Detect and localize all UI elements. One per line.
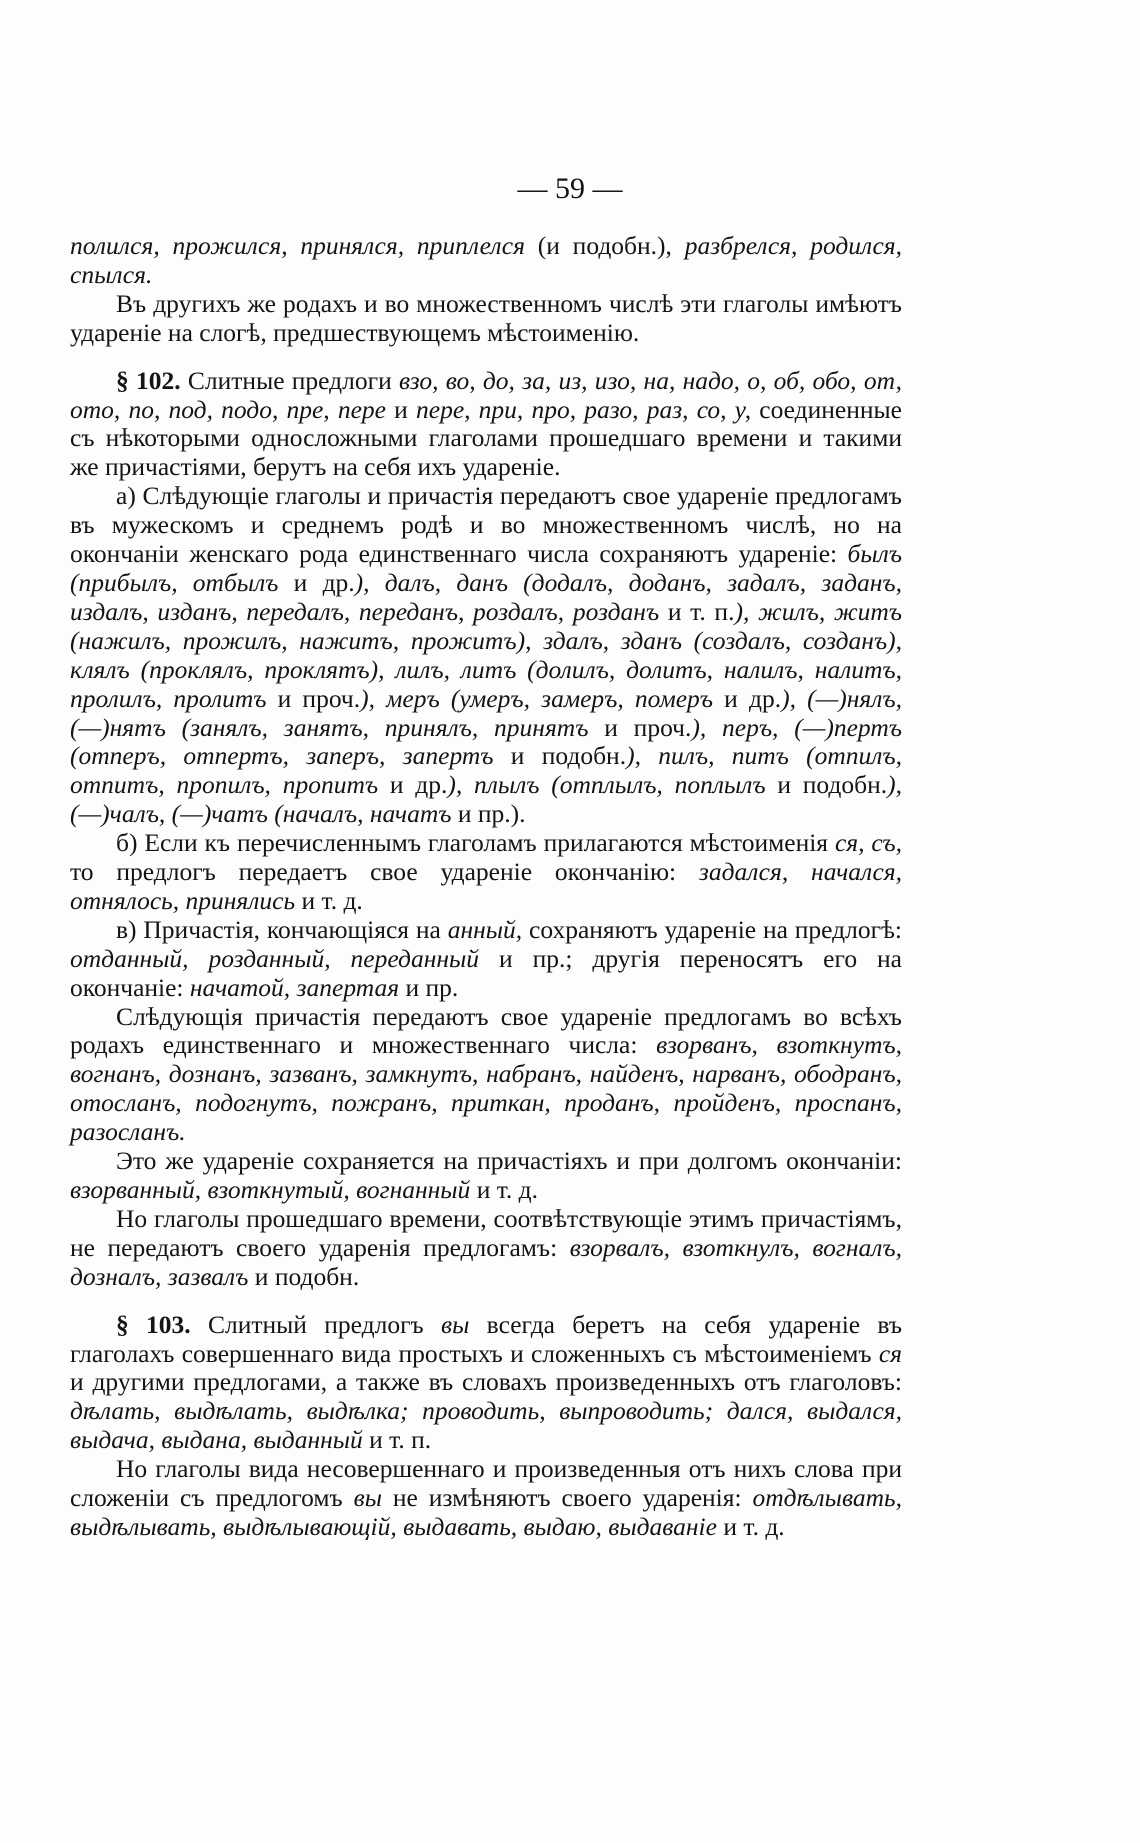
paragraph-participles: Слѣдующія причастія передаютъ свое удареніе предлогамъ во всѣхъ родахъ единственнаго и множественнаго числа: взорванъ, взоткнутъ, вогнанъ, дознанъ, зазванъ, замкнутъ, набранъ, найденъ, нарванъ, ободранъ, отосланъ, подогнутъ, пожранъ, приткан, проданъ, пройденъ, проспанъ, разосланъ. xyxy=(70,1001,902,1147)
section-number: § 103. xyxy=(116,1309,191,1339)
paragraph-continuation: полился, прожился, принялся, приплелся (и подобн.), разбрелся, родился, спылся. xyxy=(70,231,902,289)
section-103: § 103. Слитный предлогъ вы всегда беретъ на себя удареніе въ глаголахъ совершеннаго вида простыхъ и сложенныхъ съ мѣстоименіемъ ся и другими предлогами, а также въ словахъ произведенныхъ отъ глаголовъ: дѣлать, выдѣлать, выдѣлка; проводить, выпроводить; дался, выдался, выдача, выдана, выданный и т. п. xyxy=(70,1309,903,1455)
page-body xyxy=(70,232,902,1542)
paragraph-imperfective: Но глаголы вида несовершеннаго и произведенныя отъ нихъ слова при сложеніи съ предлогомъ вы не измѣняютъ своего ударенія: отдѣлывать, выдѣлывать, выдѣлывающій, выдавать, выдаю, выдаваніе и т. д. xyxy=(70,1454,902,1541)
paragraph-b: б) Если къ перечисленнымъ глаголамъ прилагаются мѣстоименія ся, съ, то предлогъ передаетъ свое удареніе окончанію: задался, начался, отнялось, принялись и т. д. xyxy=(70,828,902,915)
section-number: § 102. xyxy=(116,365,181,395)
paragraph-other-genders: Въ другихъ же родахъ и во множественномъ числѣ эти глаголы имѣютъ удареніе на слогѣ, предшествующемъ мѣстоименію. xyxy=(70,288,902,347)
paragraph-v: в) Причастія, кончающіяся на анный, сохраняютъ удареніе на предлогѣ: отданный, розданный, переданный и пр.; другія переносятъ его на окончаніе: начатой, запертая и пр. xyxy=(70,914,902,1002)
italic-verbs: полился, прожился, принялся, приплелся xyxy=(70,231,525,260)
italic-verbs: разбрелся, родился, спылся. xyxy=(70,231,902,289)
section-102: § 102. Слитные предлоги взо, во, до, за, из, изо, на, надо, о, об, обо, от, ото, по, под, подо, пре, пере и пере, при, про, разо, раз, со, у, соединенные съ нѣкоторыми односложными глаголами прошедшаго времени и такими же причастіями, берутъ на себя ихъ удареніе. xyxy=(70,365,902,482)
paragraph-past-tense: Но глаголы прошедшаго времени, соотвѣтствующіе этимъ причастіямъ, не передаютъ своего ударенія предлогамъ: взорвалъ, взоткнулъ, вогналъ, дозналъ, зазвалъ и подобн. xyxy=(70,1203,902,1291)
paragraph-long-ending: Это же удареніе сохраняется на причастіяхъ и при долгомъ окончаніи: взорванный, взоткнутый, вогнанный и т. д. xyxy=(70,1146,902,1204)
paragraph-a: а) Слѣдующіе глаголы и причастія передаютъ свое удареніе предлогамъ въ мужескомъ и среднемъ родѣ и во множественномъ числѣ, но на окончаніи женскаго рода единственнаго числа сохраняютъ удареніе: былъ (прибылъ, отбылъ и др.), далъ, данъ (додалъ, доданъ, задалъ, заданъ, издалъ, изданъ, передалъ, переданъ, роздалъ, розданъ и т. п.), жилъ, житъ (нажилъ, прожилъ, нажитъ, прожитъ), здалъ, зданъ (создалъ, созданъ), клялъ (проклялъ, проклятъ), лилъ, литъ (долилъ, долитъ, налилъ, налитъ, пролилъ, пролитъ и проч.), меръ (умеръ, замеръ, померъ и др.), (—)нялъ, (—)нятъ (занялъ, занятъ, принялъ, принятъ и проч.), перъ, (—)пертъ (отперъ, отпертъ, заперъ, запертъ и подобн.), пилъ, питъ (отпилъ, отпитъ, пропилъ, пропитъ и др.), плылъ (отплылъ, поплылъ и подобн.), (—)чалъ, (—)чатъ (началъ, начатъ и пр.). xyxy=(70,481,903,829)
page-number: — 59 — xyxy=(517,172,623,205)
